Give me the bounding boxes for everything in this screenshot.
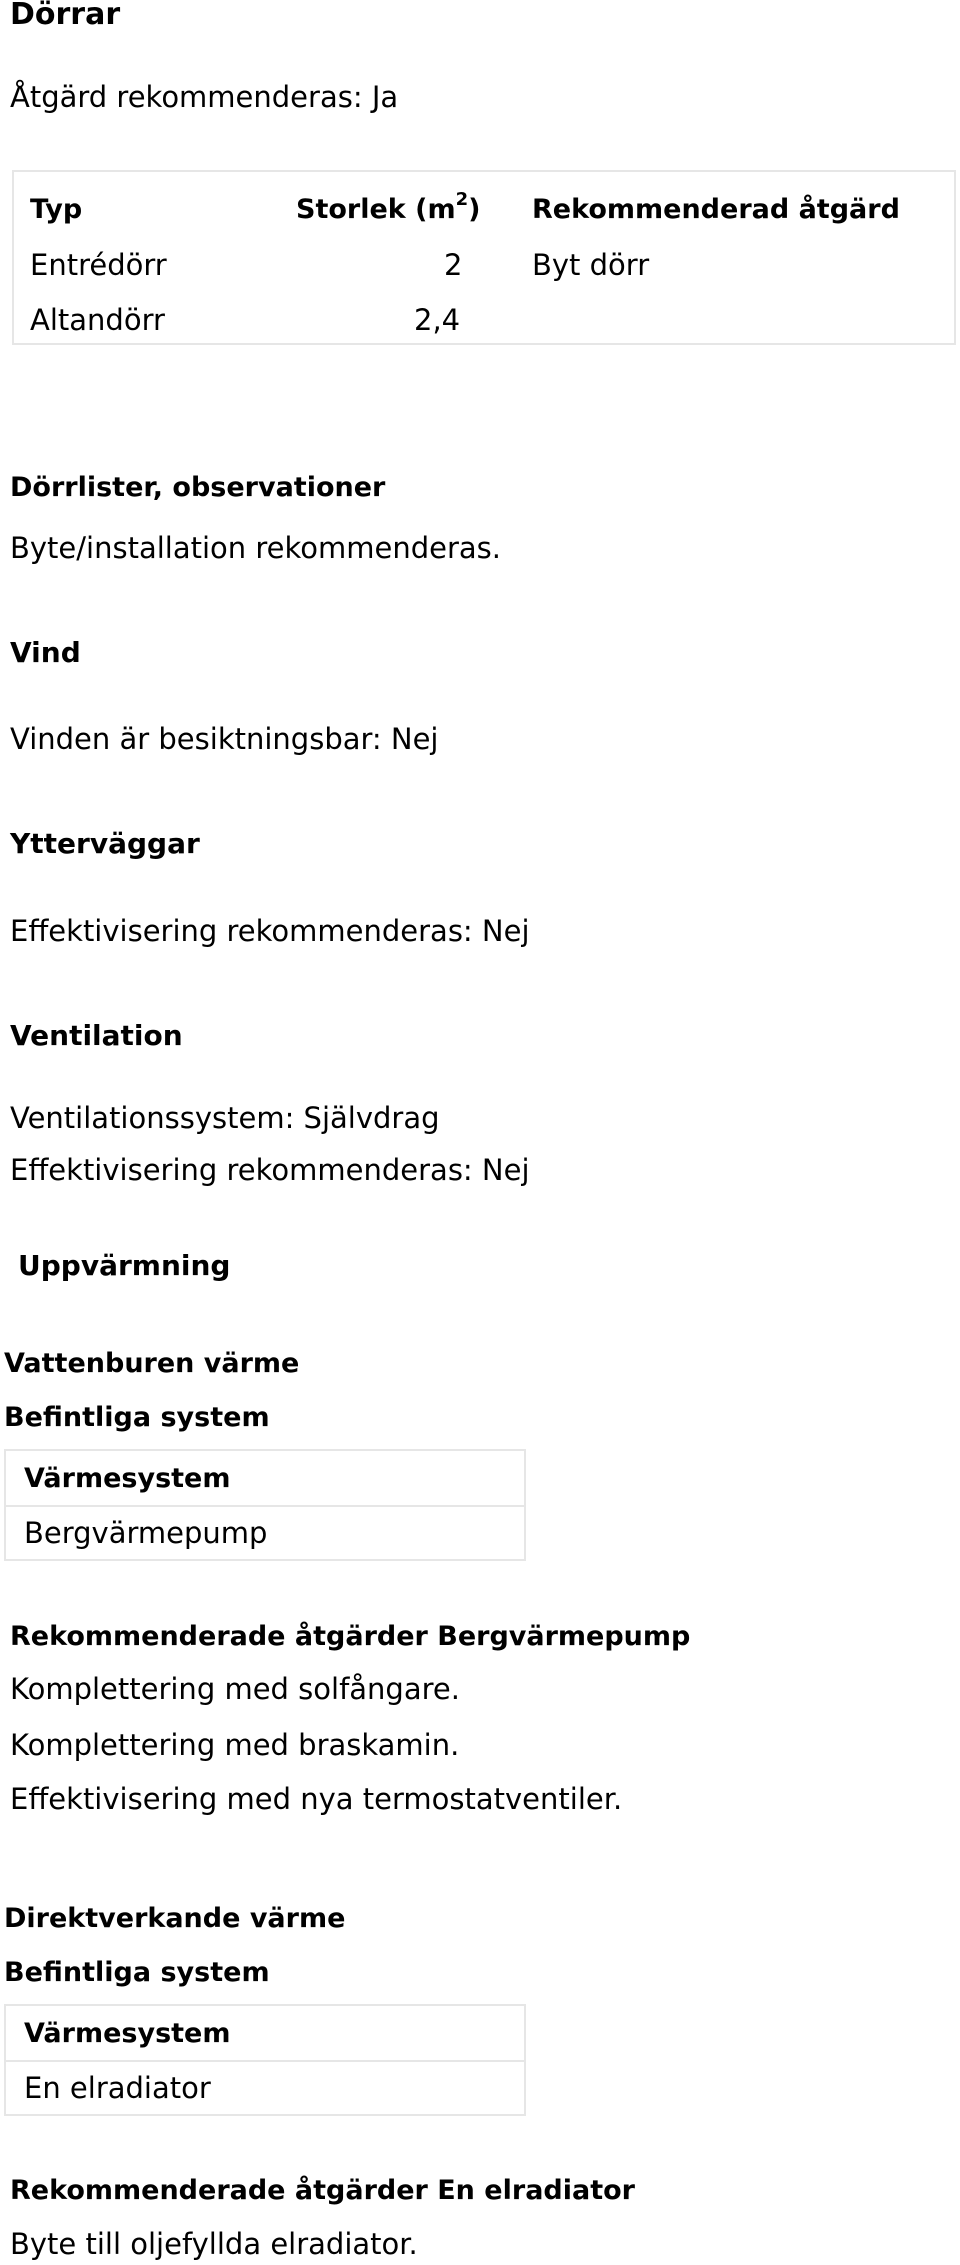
table-row: Bergvärmepump [6, 1505, 524, 1559]
door-seals-text: Byte/installation rekommenderas. [10, 531, 502, 565]
doors-table [12, 170, 956, 345]
doors-header-size-suffix: ) [468, 194, 481, 225]
table-row-type: Entrédörr [30, 248, 167, 282]
walls-title: Ytterväggar [10, 827, 200, 860]
door-seals-title: Dörrlister, observationer [10, 472, 386, 503]
ventilation-title: Ventilation [10, 1019, 183, 1052]
table-row: En elradiator [6, 2060, 524, 2114]
table-row-size: 2 [444, 248, 463, 282]
water-existing-label: Befintliga system [4, 1402, 270, 1433]
water-system-table-header: Värmesystem [24, 1462, 231, 1494]
doors-header-size-sup: 2 [455, 189, 469, 210]
attic-title: Vind [10, 636, 81, 669]
direct-recommend-title: Rekommenderade åtgärder En elradiator [10, 2175, 635, 2206]
list-item: Byte till oljefyllda elradiator. [10, 2227, 418, 2261]
direct-heating-title: Direktverkande värme [4, 1903, 346, 1934]
doors-header-size-prefix: Storlek (m [296, 194, 456, 225]
ventilation-recommended: Effektivisering rekommenderas: Nej [10, 1153, 530, 1187]
doors-header-action: Rekommenderad åtgärd [532, 194, 900, 225]
direct-existing-label: Befintliga system [4, 1957, 270, 1988]
direct-system-table-header: Värmesystem [24, 2017, 231, 2049]
table-row-size: 2,4 [414, 303, 461, 337]
list-item: Effektivisering med nya termostatventiler. [10, 1782, 623, 1816]
doors-title: Dörrar [10, 0, 121, 32]
water-system-table [4, 1449, 526, 1561]
water-heating-title: Vattenburen värme [4, 1348, 300, 1379]
doors-recommended: Åtgärd rekommenderas: Ja [10, 80, 399, 114]
attic-text: Vinden är besiktningsbar: Nej [10, 722, 439, 756]
list-item: Komplettering med solfångare. [10, 1672, 460, 1706]
ventilation-system: Ventilationssystem: Självdrag [10, 1101, 440, 1135]
table-row-type: Altandörr [30, 303, 165, 337]
walls-text: Effektivisering rekommenderas: Nej [10, 914, 530, 948]
heating-title: Uppvärmning [18, 1249, 231, 1282]
water-recommend-title: Rekommenderade åtgärder Bergvärmepump [10, 1621, 691, 1652]
table-row-action: Byt dörr [532, 248, 650, 282]
doors-header-type: Typ [30, 194, 83, 225]
direct-system-table [4, 2004, 526, 2116]
doors-header-size [296, 189, 481, 225]
list-item: Komplettering med braskamin. [10, 1728, 460, 1762]
